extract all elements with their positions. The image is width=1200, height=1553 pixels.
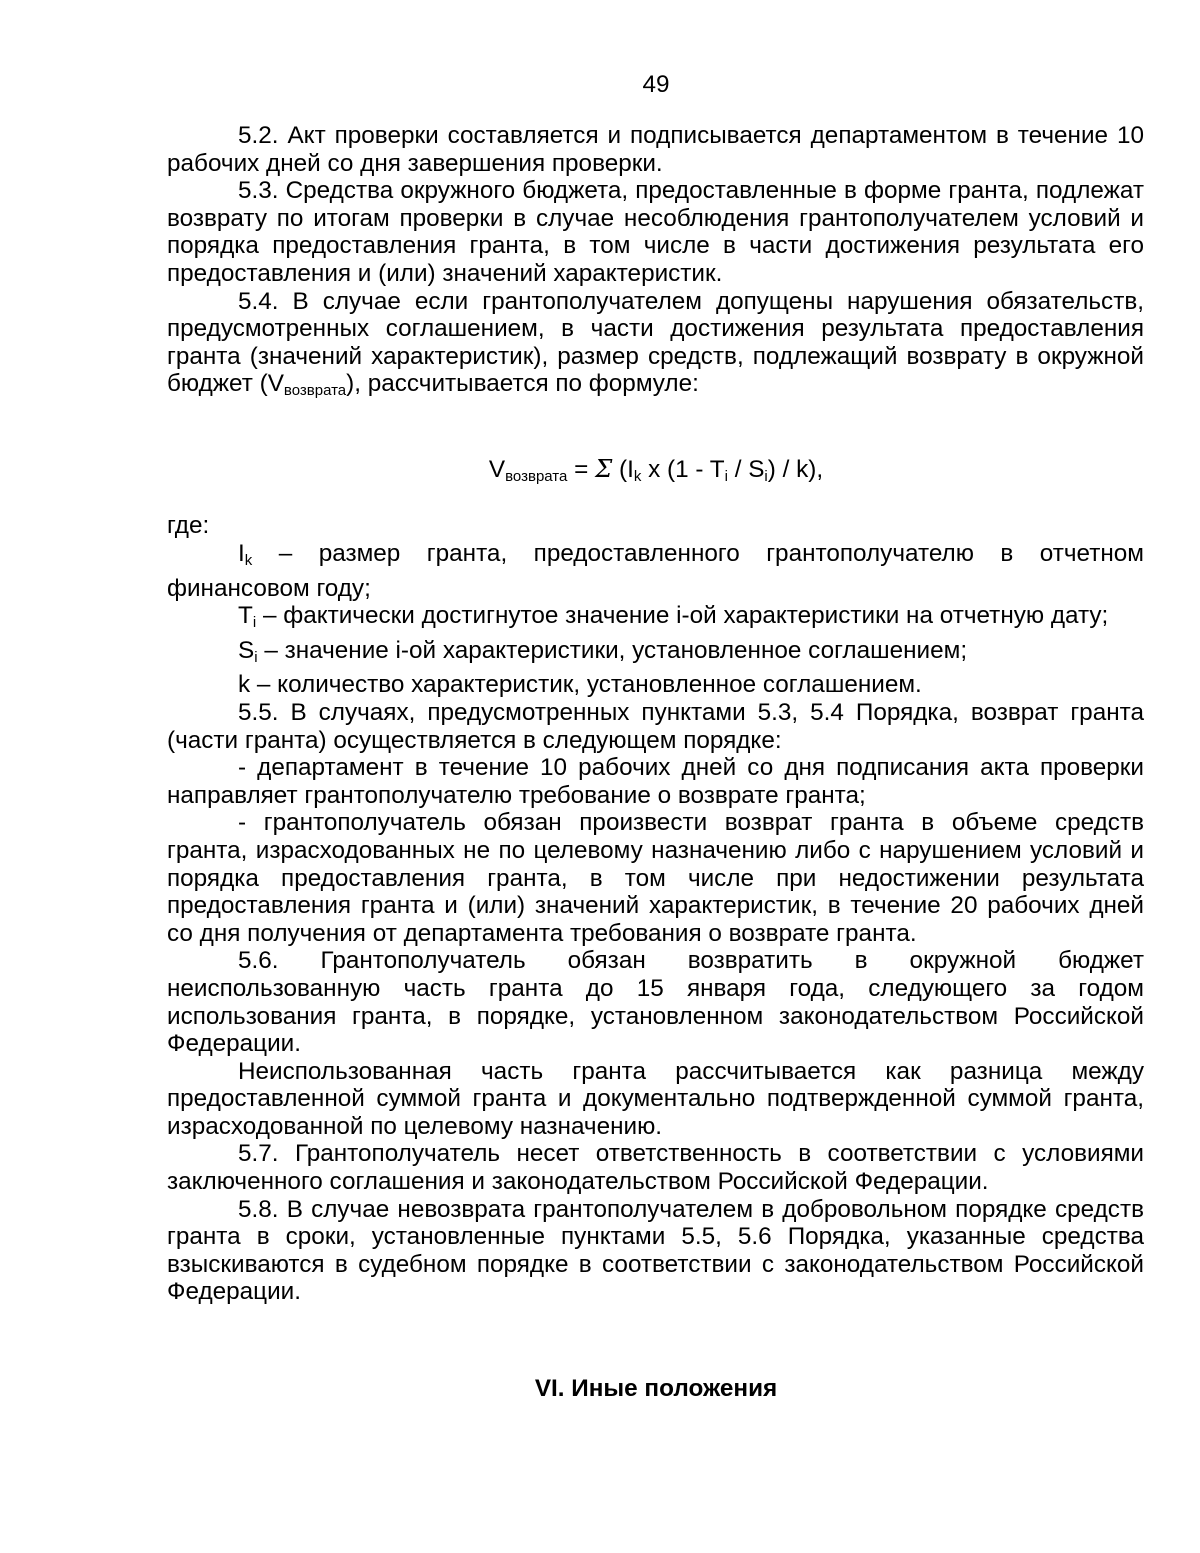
paragraph-5-3: 5.3. Средства окружного бюджета, предоставленные в форме гранта, подлежат возврату по итогам проверки в случае несоблюдения грантополучателем условий и порядка предоставления гранта, в том числе в части достижения результата его предоставления и (или) значений характеристик. — [167, 177, 1144, 287]
where-label: где: — [167, 512, 210, 539]
paragraph-5-6: 5.6. Грантополучатель обязан возвратить в окружной бюджет неиспользованную часть гранта до 15 января года, следующего за годом использования гранта, в порядке, установленном законодательством Российской Федерации. — [167, 947, 1144, 1058]
text-block-bottom — [167, 540, 1144, 1306]
paragraph-5-5: 5.5. В случаях, предусмотренных пунктами 5.3, 5.4 Порядка, возврат гранта (части гранта) осуществляется в следующем порядке: — [167, 698, 1144, 754]
definition-ti — [167, 602, 1144, 637]
formula-t-subscript: i — [724, 468, 728, 485]
formula-part-3: / S — [727, 456, 765, 483]
paragraph-5-4 — [167, 288, 1144, 405]
formula-part-1: (I — [612, 456, 634, 483]
paragraph-5-7: 5.7. Грантополучатель несет ответственность в соответствии с условиями заключенного соглашения и законодательством Российской Федерации. — [167, 1140, 1144, 1196]
definition-text: – фактически достигнутое значение i-ой характеристики на отчетную дату; — [256, 602, 1109, 630]
definition-subscript: i — [254, 648, 258, 666]
definition-text: – размер гранта, предоставленного грантополучателю в отчетном финансовом году; — [167, 540, 1144, 602]
text-block-top — [167, 122, 1144, 405]
formula-s-subscript: i — [764, 468, 768, 485]
list-item-notice: - департамент в течение 10 рабочих дней со дня подписания акта проверки направляет грантополучателю требование о возврате гранта; — [167, 754, 1144, 809]
definition-ik — [167, 540, 1144, 602]
formula-k-subscript: k — [633, 468, 642, 485]
definition-k — [167, 671, 1144, 699]
page-number: 49 — [642, 71, 670, 98]
paragraph-5-8: 5.8. В случае невозврата грантополучателем в добровольном порядке средств гранта в сроки, установленные пунктами 5.5, 5.6 Порядка, указанные средства взыскиваются в судебном порядке в соответствии с законодательством Российской Федерации. — [167, 1195, 1144, 1306]
definition-symbol: k — [238, 671, 251, 699]
definition-subscript: k — [244, 552, 253, 569]
paragraph-5-4-text-end: ), рассчитывается по формуле: — [346, 370, 699, 398]
formula-v-subscript: возврата — [505, 468, 568, 485]
paragraph-5-4-subscript: возврата — [283, 382, 347, 400]
formula-sigma: Σ — [595, 454, 613, 483]
formula-part-2: x (1 - T — [641, 456, 725, 483]
formula-v: V — [488, 456, 506, 483]
section-heading: VI. Иные положения — [534, 1375, 778, 1402]
definition-si — [167, 637, 1144, 672]
definition-symbol: I — [238, 540, 245, 567]
formula-part-4: ) / k), — [767, 456, 824, 483]
definition-text: – количество характеристик, установленное соглашением. — [250, 671, 922, 699]
definition-subscript: i — [252, 614, 257, 632]
paragraph-5-4-text: 5.4. В случае если грантополучателем допущены нарушения обязательств, предусмотренных соглашением, в части достижения результата предоставления гранта (значений характеристик), размер средств, подлежащий возврату в окружной бюджет (V — [167, 287, 1144, 398]
definition-symbol: T — [238, 602, 253, 630]
formula-equals: = — [567, 456, 596, 483]
list-item-refund: - грантополучатель обязан произвести возврат гранта в объеме средств гранта, израсходованных не по целевому назначению либо с нарушением условий и порядка предоставления гранта, в том числе при недостижении результата предоставления гранта и (или) значений характеристик, в течение 20 рабочих дней со дня получения от департамента требования о возврате гранта. — [167, 809, 1144, 947]
definition-symbol: S — [238, 636, 255, 664]
paragraph-5-2: 5.2. Акт проверки составляется и подписывается департаментом в течение 10 рабочих дней со дня завершения проверки. — [167, 122, 1144, 177]
refund-formula — [0, 454, 1200, 492]
definition-text: – значение i-ой характеристики, установленное соглашением; — [257, 636, 968, 664]
paragraph-unused-part: Неиспользованная часть гранта рассчитывается как разница между предоставленной суммой гранта и документально подтвержденной суммой гранта, израсходованной по целевому назначению. — [167, 1057, 1144, 1140]
